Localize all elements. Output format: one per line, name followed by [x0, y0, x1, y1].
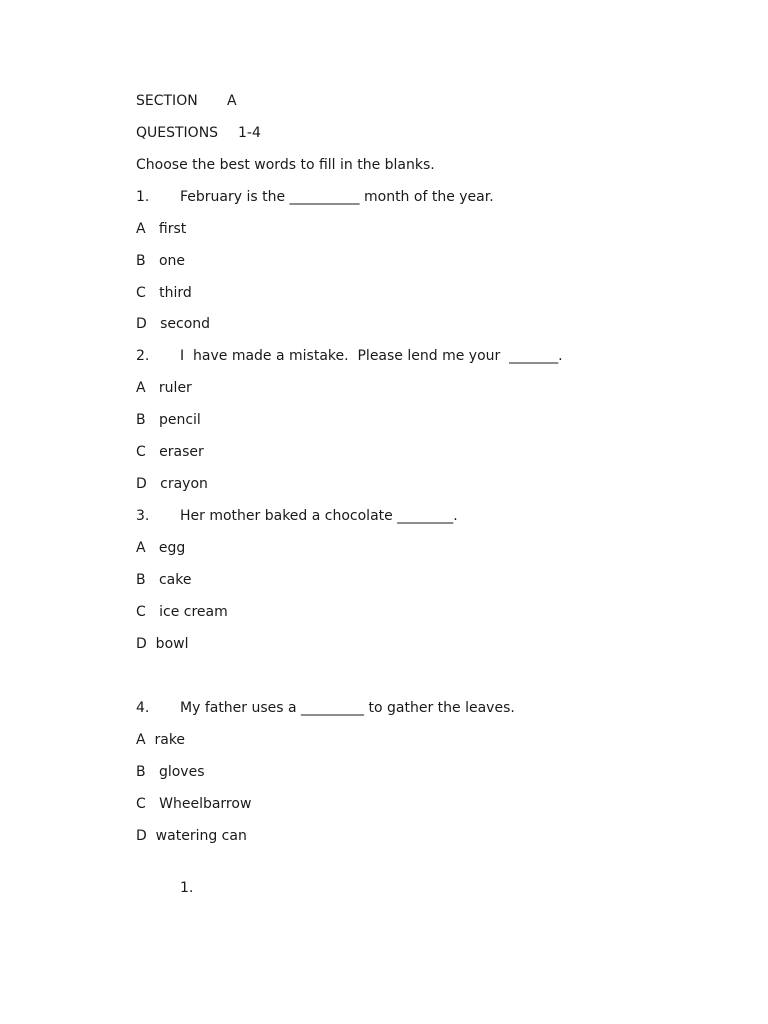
questions-label: QUESTIONS: [136, 125, 219, 141]
answer-option: D second: [136, 316, 211, 332]
answer-option: C ice cream: [136, 604, 228, 620]
question-number: 1.: [136, 189, 150, 205]
answer-option: C eraser: [136, 444, 204, 460]
answer-option: C third: [136, 285, 192, 301]
answer-option: C Wheelbarrow: [136, 796, 252, 812]
answer-option: D watering can: [136, 828, 247, 844]
question-text: Her mother baked a chocolate ________.: [180, 508, 458, 524]
question-number: 3.: [136, 508, 150, 524]
answer-option: D crayon: [136, 476, 208, 492]
question-text: February is the __________ month of the year.: [180, 189, 494, 205]
answer-option: A ruler: [136, 380, 192, 396]
questions-range: 1-4: [238, 125, 261, 141]
section-value: A: [227, 93, 237, 109]
list-marker: 1.: [180, 880, 194, 896]
instruction-text: Choose the best words to fill in the blanks.: [136, 157, 435, 173]
answer-option: D bowl: [136, 636, 189, 652]
question-text: My father uses a _________ to gather the leaves.: [180, 700, 515, 716]
answer-option: A egg: [136, 540, 186, 556]
answer-option: B pencil: [136, 412, 201, 428]
answer-option: A rake: [136, 732, 186, 748]
answer-option: B cake: [136, 572, 192, 588]
question-text: I have made a mistake. Please lend me your _______.: [180, 348, 563, 364]
question-number: 2.: [136, 348, 150, 364]
section-label: SECTION: [136, 93, 198, 109]
question-number: 4.: [136, 700, 150, 716]
answer-option: A first: [136, 221, 187, 237]
answer-option: B gloves: [136, 764, 205, 780]
answer-option: B one: [136, 253, 186, 269]
